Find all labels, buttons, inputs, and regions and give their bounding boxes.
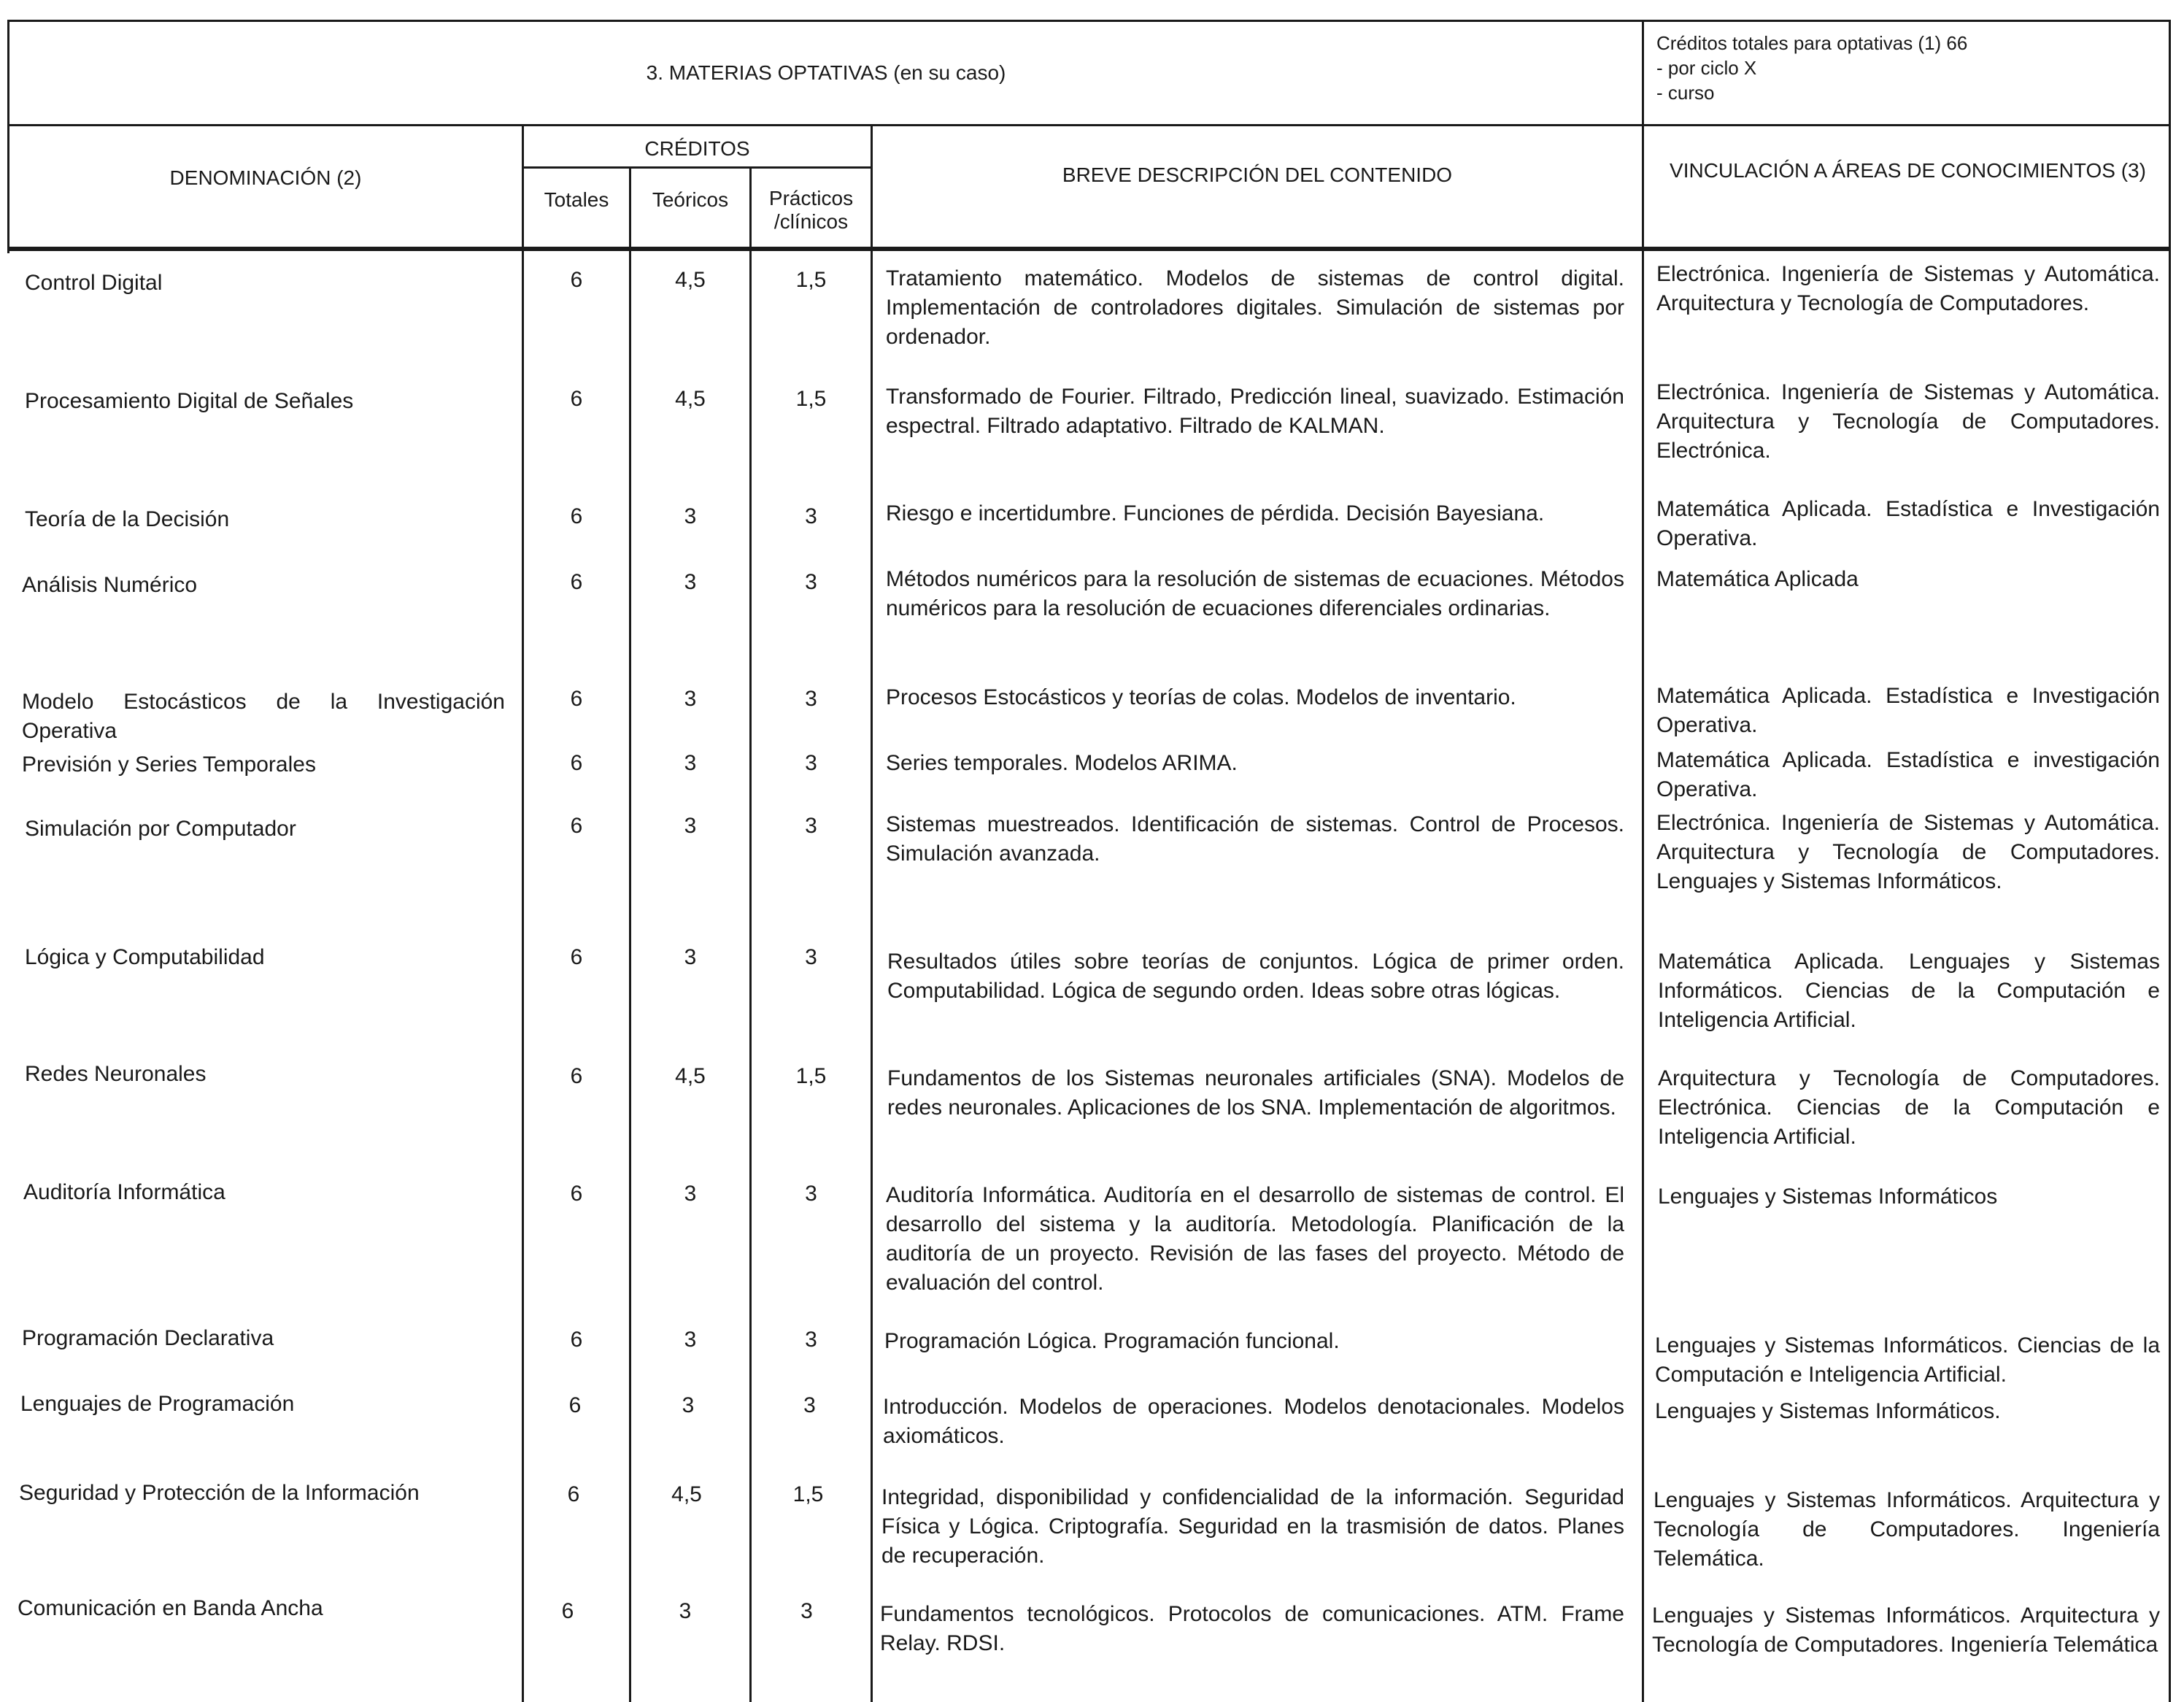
header-practicos: Prácticos /clínicos xyxy=(768,187,854,233)
row-teoricos: 4,5 xyxy=(675,1064,706,1088)
row-name: Lógica y Computabilidad xyxy=(25,945,265,969)
row-name: Modelo Estocásticos de la Investigación Operativa xyxy=(22,690,505,743)
row-teoricos: 3 xyxy=(679,1599,692,1623)
row-totales: 6 xyxy=(570,504,583,528)
credits-info-ciclo: - por ciclo X xyxy=(1656,57,1757,79)
row-teoricos: 4,5 xyxy=(675,268,706,292)
row-totales: 6 xyxy=(570,387,583,411)
row-vinculacion: Lenguajes y Sistemas Informáticos. xyxy=(1655,1399,2001,1423)
row-practicos: 3 xyxy=(805,504,817,528)
row-descripcion: Métodos numéricos para la resolución de sistemas de ecuaciones. Métodos numéricos para la resolución de ecuaciones diferenciales ordinarias. xyxy=(886,567,1624,620)
col-divider-descripcion xyxy=(871,124,873,1702)
row-totales: 6 xyxy=(568,1393,582,1417)
row-practicos: 3 xyxy=(805,570,817,594)
credits-info-curso: - curso xyxy=(1656,82,1715,104)
row-name: Análisis Numérico xyxy=(22,573,198,597)
row-totales: 6 xyxy=(570,1064,583,1088)
row-vinculacion: Lenguajes y Sistemas Informáticos. Arquitectura y Tecnología de Computadores. Ingeniería Telemática. xyxy=(1654,1488,2160,1571)
row-totales: 6 xyxy=(570,814,583,838)
row-vinculacion: Lenguajes y Sistemas Informáticos. Ciencias de la Computación e Inteligencia Artificial. xyxy=(1655,1333,2160,1387)
row-practicos: 3 xyxy=(800,1599,813,1623)
row-descripcion: Resultados útiles sobre teorías de conjuntos. Lógica de primer orden. Computabilidad. Lógica de segundo orden. Ideas sobre otras lógicas. xyxy=(887,950,1624,1003)
row-vinculacion: Matemática Aplicada. Estadística e investigación Operativa. xyxy=(1656,748,2160,801)
row-descripcion: Sistemas muestreados. Identificación de sistemas. Control de Procesos. Simulación avanzada. xyxy=(886,812,1624,866)
row-teoricos: 3 xyxy=(684,687,697,711)
row-vinculacion: Lenguajes y Sistemas Informáticos xyxy=(1658,1185,1998,1209)
col-divider-totales xyxy=(522,124,524,1702)
row-teoricos: 3 xyxy=(684,1182,697,1206)
row-descripcion: Auditoría Informática. Auditoría en el desarrollo de sistemas de control. El desarrollo del sistema y la auditoría. Metodología. Planificación de la auditoría de un proyecto. Revisión de las fases del proyecto. Método de evaluación del control. xyxy=(886,1183,1624,1295)
row-practicos: 3 xyxy=(803,1393,816,1417)
row-teoricos: 4,5 xyxy=(671,1482,702,1506)
row-name: Previsión y Series Temporales xyxy=(22,752,316,777)
row-vinculacion: Electrónica. Ingeniería de Sistemas y Automática. Arquitectura y Tecnología de Computadores. Lenguajes y Sistemas Informáticos. xyxy=(1656,811,2160,893)
row-name: Control Digital xyxy=(25,271,163,295)
row-descripcion: Procesos Estocásticos y teorías de colas. Modelos de inventario. xyxy=(886,685,1516,709)
row-vinculacion: Matemática Aplicada. Estadística e Investigación Operativa. xyxy=(1656,497,2160,550)
table-border-left xyxy=(7,20,9,253)
row-descripcion: Fundamentos de los Sistemas neuronales artificiales (SNA). Modelos de redes neuronales. Aplicaciones de los SNA. Implementación de algoritmos. xyxy=(887,1066,1624,1120)
row-teoricos: 3 xyxy=(684,814,697,838)
row-name: Lenguajes de Programación xyxy=(20,1392,295,1416)
row-name: Procesamiento Digital de Señales xyxy=(25,389,354,413)
header-totales: Totales xyxy=(544,188,609,211)
row-totales: 6 xyxy=(570,570,583,594)
row-practicos: 3 xyxy=(805,1182,817,1206)
row-descripcion: Introducción. Modelos de operaciones. Modelos denotacionales. Modelos axiomáticos. xyxy=(883,1395,1624,1448)
row-totales: 6 xyxy=(567,1482,580,1506)
row-name: Redes Neuronales xyxy=(25,1062,207,1086)
row-vinculacion: Arquitectura y Tecnología de Computadores. Electrónica. Ciencias de la Computación e Inteligencia Artificial. xyxy=(1658,1066,2160,1149)
row-totales: 6 xyxy=(570,751,583,775)
creditos-subheader-line xyxy=(522,166,873,169)
row-practicos: 1,5 xyxy=(792,1482,824,1506)
header-descripcion: BREVE DESCRIPCIÓN DEL CONTENIDO xyxy=(1062,163,1453,186)
row-practicos: 3 xyxy=(805,814,817,838)
row-teoricos: 3 xyxy=(684,751,697,775)
row-vinculacion: Matemática Aplicada. Lenguajes y Sistemas Informáticos. Ciencias de la Computación e Inteligencia Artificial. xyxy=(1658,950,2160,1032)
row-teoricos: 3 xyxy=(684,570,697,594)
row-descripcion: Transformado de Fourier. Filtrado, Predicción lineal, suavizado. Estimación espectral. Filtrado adaptativo. Filtrado de KALMAN. xyxy=(886,385,1624,438)
row-vinculacion: Lenguajes y Sistemas Informáticos. Arquitectura y Tecnología de Computadores. Ingeniería Telemática xyxy=(1652,1603,2160,1657)
row-totales: 6 xyxy=(570,945,583,969)
row-descripcion: Programación Lógica. Programación funcional. xyxy=(884,1329,1340,1353)
row-totales: 6 xyxy=(570,687,583,711)
table-border-top xyxy=(7,20,2171,22)
row-name: Teoría de la Decisión xyxy=(25,507,230,531)
row-practicos: 3 xyxy=(805,945,817,969)
row-vinculacion: Electrónica. Ingeniería de Sistemas y Automática. Arquitectura y Tecnología de Computadores. Electrónica. xyxy=(1656,380,2160,463)
row-vinculacion: Matemática Aplicada. Estadística e Investigación Operativa. xyxy=(1656,684,2160,737)
row-practicos: 1,5 xyxy=(795,268,827,292)
row-name: Comunicación en Banda Ancha xyxy=(18,1596,323,1620)
row-practicos: 3 xyxy=(805,1328,817,1352)
row-descripcion: Series temporales. Modelos ARIMA. xyxy=(886,751,1238,775)
row-name: Seguridad y Protección de la Información xyxy=(19,1481,420,1505)
row-practicos: 3 xyxy=(805,751,817,775)
row-totales: 6 xyxy=(570,1182,583,1206)
row-vinculacion: Electrónica. Ingeniería de Sistemas y Automática. Arquitectura y Tecnología de Computadores. xyxy=(1656,262,2160,315)
row-totales: 6 xyxy=(570,268,583,292)
row-vinculacion: Matemática Aplicada xyxy=(1656,567,1859,591)
row-teoricos: 3 xyxy=(684,945,697,969)
header-bottom-rule xyxy=(7,247,2171,251)
header-creditos: CRÉDITOS xyxy=(644,137,750,160)
title-row-bottom xyxy=(7,124,2171,126)
row-descripcion: Riesgo e incertidumbre. Funciones de pérdida. Decisión Bayesiana. xyxy=(886,501,1545,525)
title-divider xyxy=(1642,20,1644,1702)
header-teoricos: Teóricos xyxy=(652,188,729,211)
header-vinculacion: VINCULACIÓN A ÁREAS DE CONOCIMIENTOS (3) xyxy=(1670,159,2146,182)
row-practicos: 1,5 xyxy=(795,1064,827,1088)
row-practicos: 1,5 xyxy=(795,387,827,411)
row-name: Programación Declarativa xyxy=(22,1326,274,1350)
row-teoricos: 3 xyxy=(682,1393,695,1417)
row-totales: 6 xyxy=(561,1599,574,1623)
credits-info-total: Créditos totales para optativas (1) 66 xyxy=(1656,32,1968,54)
row-teoricos: 3 xyxy=(684,1328,697,1352)
row-teoricos: 3 xyxy=(684,504,697,528)
header-denominacion: DENOMINACIÓN (2) xyxy=(169,166,362,189)
row-descripcion: Fundamentos tecnológicos. Protocolos de comunicaciones. ATM. Frame Relay. RDSI. xyxy=(880,1602,1624,1655)
row-totales: 6 xyxy=(570,1328,583,1352)
section-title: 3. MATERIAS OPTATIVAS (en su caso) xyxy=(646,61,1006,84)
row-name: Auditoría Informática xyxy=(23,1180,225,1204)
row-descripcion: Integridad, disponibilidad y confidencialidad de la información. Seguridad Física y Lógica. Criptografía. Seguridad en la trasmisión de datos. Planes de recuperación. xyxy=(881,1485,1624,1568)
row-teoricos: 4,5 xyxy=(675,387,706,411)
row-descripcion: Tratamiento matemático. Modelos de sistemas de control digital. Implementación de controladores digitales. Simulación de sistemas por ordenador. xyxy=(886,266,1624,349)
row-practicos: 3 xyxy=(805,687,817,711)
row-name: Simulación por Computador xyxy=(25,817,296,841)
table-border-right xyxy=(2169,20,2171,1702)
credits-info xyxy=(1656,31,2160,105)
